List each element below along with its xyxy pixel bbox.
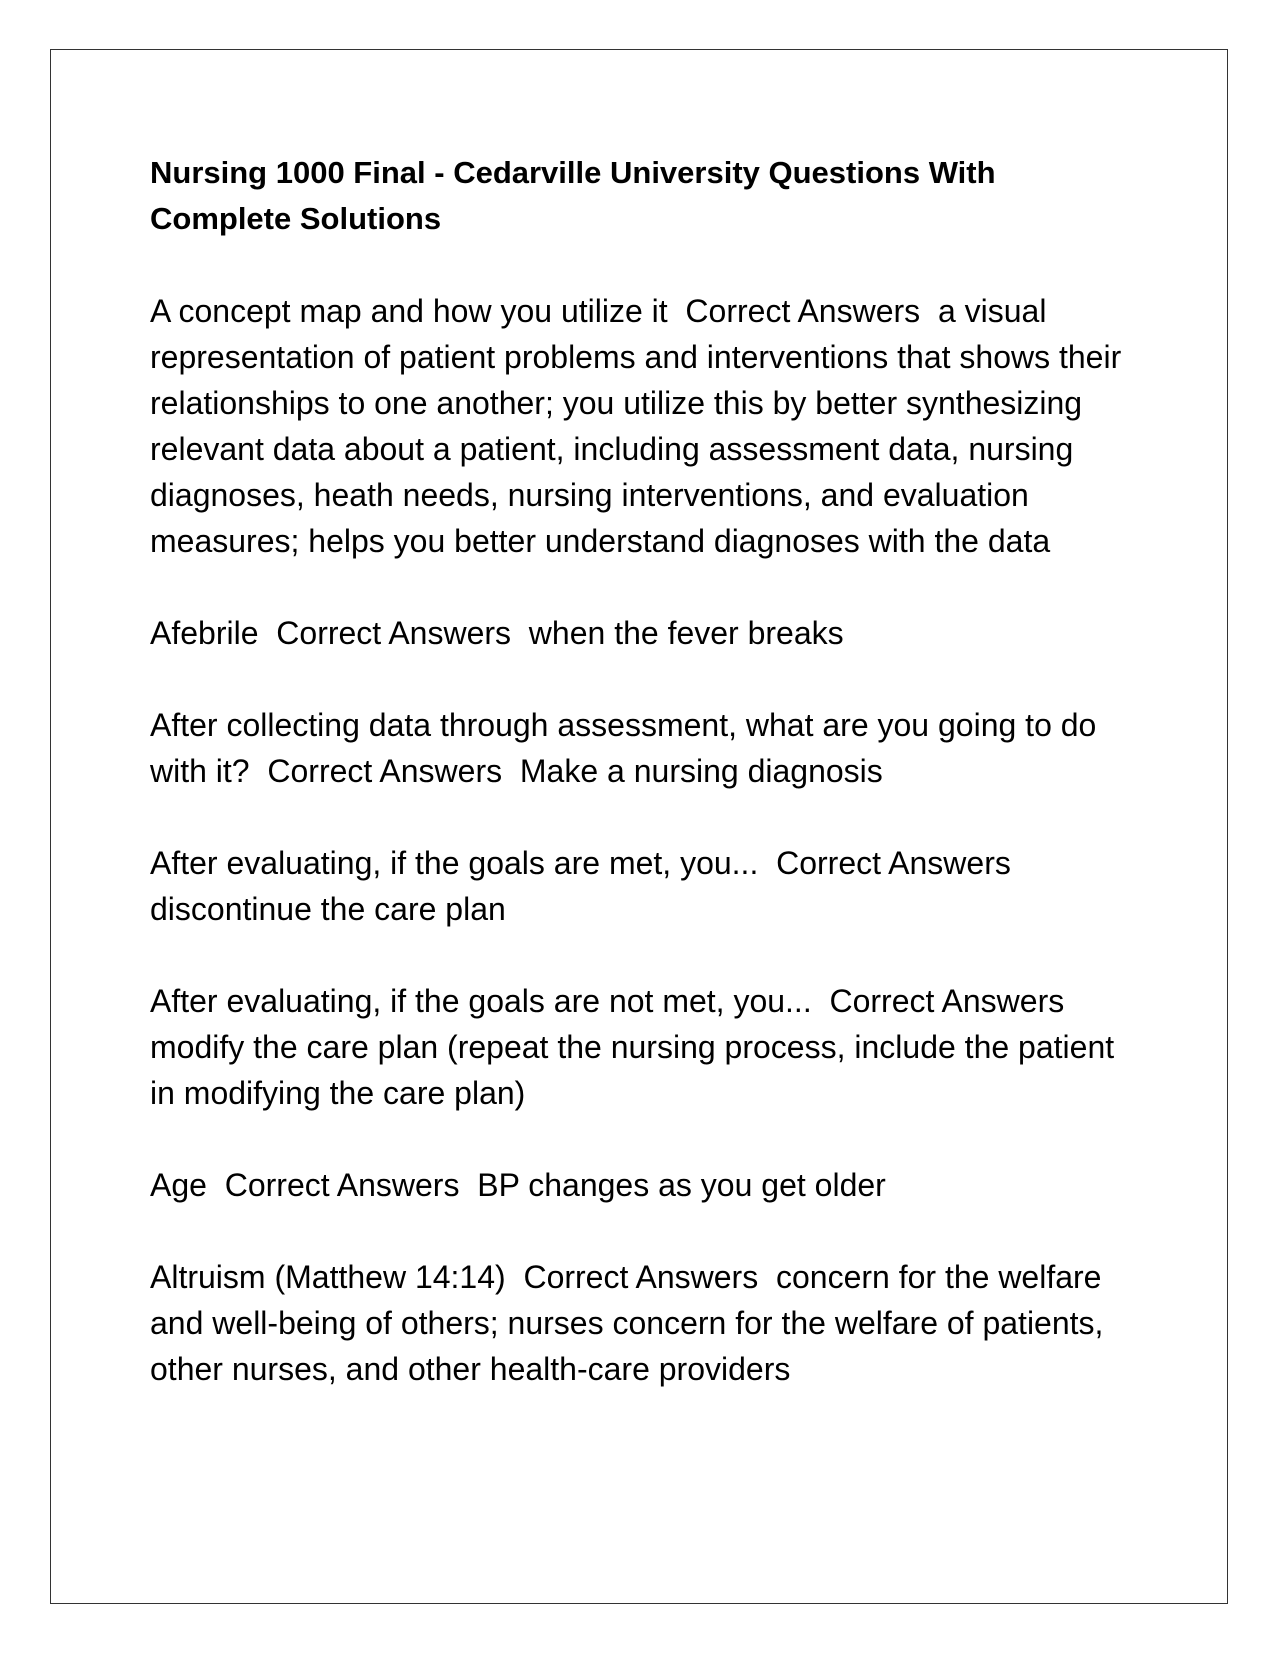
qa-item-altruism [150, 1254, 1140, 1392]
answer-marker: Correct Answers [776, 845, 1011, 881]
answer-text: when the fever breaks [528, 615, 844, 651]
qa-item-age [150, 1162, 1140, 1208]
question-text: Age [150, 1167, 207, 1203]
answer-marker: Correct Answers [829, 983, 1065, 1019]
answer-marker: Correct Answers [267, 753, 503, 789]
question-text: After evaluating, if the goals are not met, you... [150, 983, 812, 1019]
qa-item-goals-met [150, 840, 1140, 932]
qa-item-goals-not-met [150, 978, 1140, 1116]
qa-item-afebrile [150, 610, 1140, 656]
answer-text: BP changes as you get older [477, 1167, 886, 1203]
document-title: Nursing 1000 Final - Cedarville University Questions With Complete Solutions [150, 155, 996, 236]
question-text: A concept map and how you utilize it [150, 293, 668, 329]
answer-text: modify the care plan (repeat the nursing process, include the patient in modifying the care plan) [150, 1029, 1124, 1111]
question-text: Altruism (Matthew 14:14) [150, 1259, 506, 1295]
document-body [150, 150, 1140, 1438]
answer-marker: Correct Answers [523, 1259, 759, 1295]
answer-marker: Correct Answers [685, 293, 921, 329]
answer-text: discontinue the care plan [150, 891, 506, 927]
question-text: After evaluating, if the goals are met, you... [150, 845, 759, 881]
qa-item-concept-map [150, 288, 1140, 564]
answer-marker: Correct Answers [276, 615, 512, 651]
answer-marker: Correct Answers [224, 1167, 460, 1203]
answer-text: concern for the welfare and well-being of others; nurses concern for the welfare of patients, other nurses, and other health-care providers [150, 1259, 1113, 1387]
question-text: Afebrile [150, 615, 259, 651]
answer-text: a visual representation of patient problems and interventions that shows their relationships to one another; you utilize this by better synthesizing relevant data about a patient, including assessment data, nursing diagnoses, heath needs, nursing interventions, and evaluation measures; helps you better understand diagnoses with the data [150, 293, 1131, 559]
answer-text: Make a nursing diagnosis [519, 753, 883, 789]
question-text: After collecting data through assessment, what are you going to do with it? [150, 707, 1106, 789]
qa-item-after-assessment [150, 702, 1140, 794]
